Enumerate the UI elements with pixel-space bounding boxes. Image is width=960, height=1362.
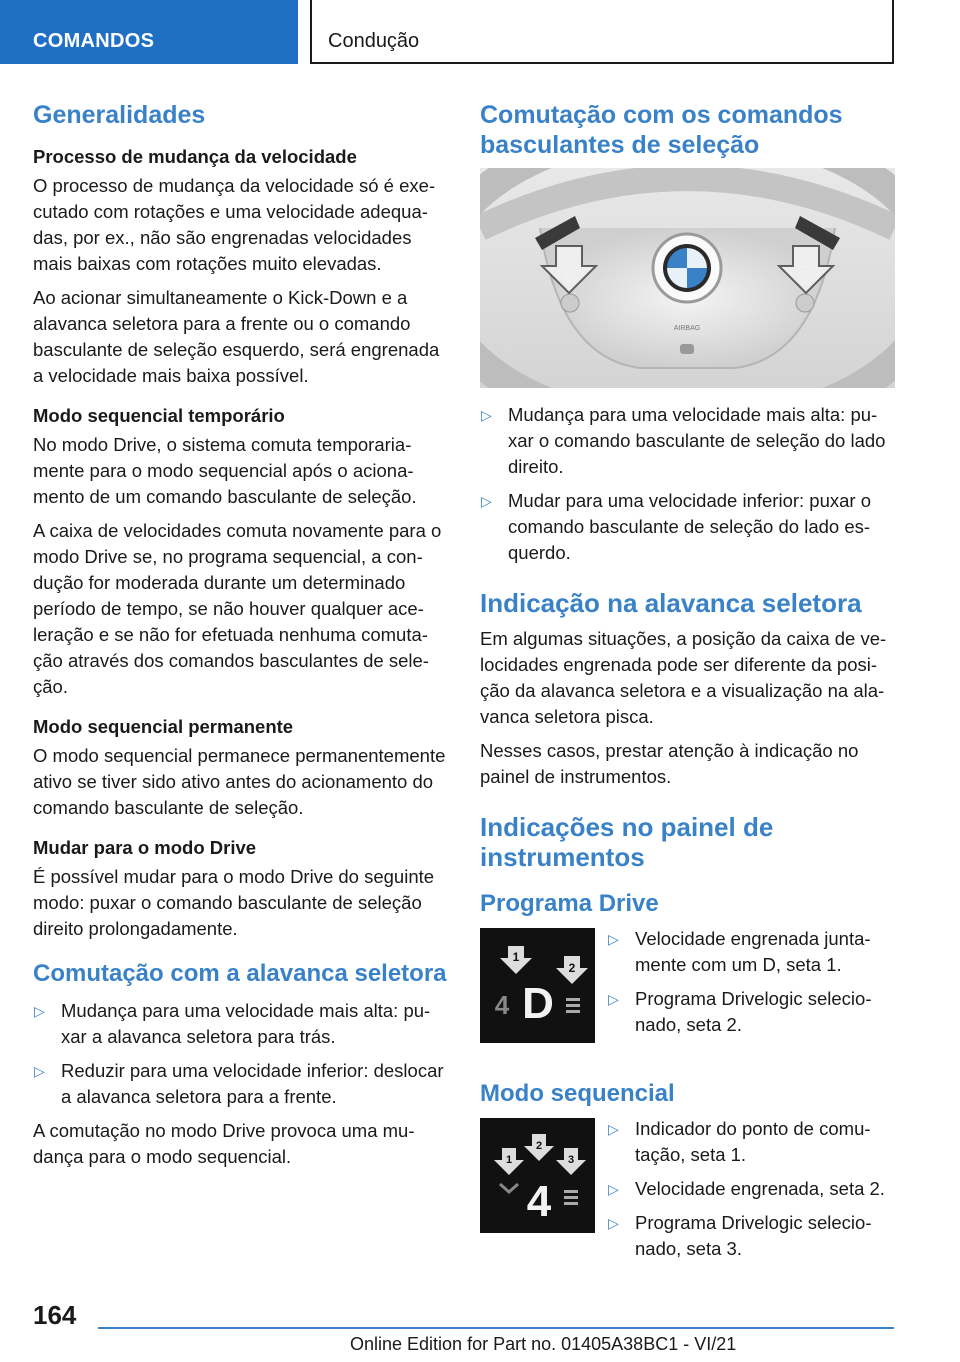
paragraph: A comutação no modo Drive provoca uma mudança para o modo sequencial.	[33, 1120, 415, 1167]
triangle-bullet-icon: ▷	[34, 1063, 45, 1079]
svg-text:2: 2	[535, 1140, 543, 1152]
triangle-bullet-icon: ▷	[608, 1181, 619, 1197]
subsection-title: Modo sequencial temporário	[33, 405, 285, 426]
svg-text:1: 1	[505, 1154, 513, 1166]
sequential-mode-item	[480, 1118, 895, 1278]
airbag-label: AIRBAG	[673, 325, 701, 332]
bullet-list	[480, 402, 895, 566]
list-item: ▷ Programa Drivelogic selecionado, seta 2.	[608, 988, 872, 1035]
paragraph: Nesses casos, prestar atenção à indicação no painel de instrumentos.	[480, 740, 859, 787]
triangle-bullet-icon: ▷	[608, 991, 619, 1007]
triangle-bullet-icon: ▷	[481, 493, 492, 509]
list-item: ▷ Velocidade engrenada, seta 2.	[607, 1176, 895, 1202]
subsection-title-modo-sequencial: Modo sequencial	[480, 1080, 675, 1107]
paragraph: A caixa de velocidades comuta novamente para o modo Drive se, no programa sequencial, a condução for moderada durante um determinado período de tempo, se não houver qualquer aceleração e se não for efetuada nenhuma comutação através dos comandos basculantes de seleção.	[33, 520, 442, 697]
drive-display-icon	[480, 928, 595, 1043]
section-title-generalidades: Generalidades	[33, 101, 206, 129]
bullet-list	[33, 998, 448, 1110]
svg-text:4: 4	[494, 990, 510, 1020]
page-number: 164	[33, 1300, 77, 1330]
header-section-label: COMANDOS	[33, 30, 155, 52]
svg-text:4: 4	[526, 1177, 552, 1226]
footer-edition: Online Edition for Part no. 01405A38BC1 - VI/21	[350, 1334, 737, 1354]
section-title-alavanca: Comutação com a alavanca seletora	[33, 960, 447, 987]
section-title-indicacao-alavanca: Indicação na alavanca seletora	[480, 588, 862, 618]
paragraph: O processo de mudança da velocidade só é executado com rotações e uma velocidade adequadas, por ex., não são engrenadas velocidades mais baixas com rotações muito elevadas.	[33, 175, 436, 274]
svg-text:2: 2	[568, 961, 576, 975]
list-item: ▷ Mudança para uma velocidade mais alta: puxar a alavanca seletora para trás.	[34, 1000, 431, 1047]
list-item: ▷ Indicador do ponto de comutação, seta 1.	[608, 1118, 871, 1165]
triangle-bullet-icon: ▷	[608, 1215, 619, 1231]
header-chapter-label: Condução	[328, 30, 420, 52]
subsection-title: Mudar para o modo Drive	[33, 837, 257, 858]
list-item: ▷ Mudar para uma velocidade inferior: puxar o comando basculante de seleção do lado esquerdo.	[481, 490, 871, 563]
paragraph: Ao acionar simultaneamente o Kick-Down e a alavanca seletora para a frente ou o comando basculante de seleção esquerdo, será engrenada a velocidade mais baixa possível.	[33, 287, 440, 386]
sequential-display-icon	[480, 1118, 595, 1233]
triangle-bullet-icon: ▷	[608, 931, 619, 947]
list-item: ▷ Reduzir para uma velocidade inferior: deslocar a alavanca seletora para a frente.	[34, 1060, 444, 1107]
subsection-title: Processo de mudança da velocidade	[33, 146, 357, 167]
paragraph: Em algumas situações, a posição da caixa de velocidades engrenada pode ser diferente da posição da alavanca seletora e a visualização na alavanca seletora pisca.	[480, 628, 887, 727]
header-chapter-tab	[310, 0, 894, 64]
footer-divider	[98, 1327, 894, 1329]
list-item: ▷ Programa Drivelogic selecionado, seta 3.	[608, 1212, 872, 1259]
paragraph: No modo Drive, o sistema comuta temporariamente para o modo sequencial após o acionamento de um comando basculante de seleção.	[33, 434, 417, 507]
list-item: ▷ Velocidade engrenada juntamente com um D, seta 1.	[608, 928, 871, 975]
right-column	[480, 100, 895, 1284]
section-title-comandos-basculantes: Comutação com os comandos basculantes de seleção	[480, 101, 843, 159]
drive-program-item	[480, 928, 895, 1054]
subsection-title-programa-drive: Programa Drive	[480, 890, 659, 917]
paragraph: O modo sequencial permanece permanentemente ativo se tiver sido ativo antes do acionamento do comando basculante de seleção.	[33, 745, 446, 818]
triangle-bullet-icon: ▷	[608, 1121, 619, 1137]
svg-text:D: D	[522, 979, 554, 1028]
svg-text:3: 3	[567, 1154, 575, 1166]
subsection-title: Modo sequencial permanente	[33, 716, 294, 737]
triangle-bullet-icon: ▷	[34, 1003, 45, 1019]
list-item: ▷ Mudança para uma velocidade mais alta: puxar o comando basculante de seleção do lado direito.	[481, 404, 886, 477]
header-section-tab	[0, 0, 298, 64]
triangle-bullet-icon: ▷	[481, 407, 492, 423]
left-column	[33, 100, 448, 1178]
paragraph: É possível mudar para o modo Drive do seguinte modo: puxar o comando basculante de seleção direito prolongadamente.	[33, 866, 435, 939]
svg-text:1: 1	[512, 950, 520, 964]
steering-wheel-illustration	[480, 168, 895, 388]
section-title-painel: Indicações no painel de instrumentos	[480, 812, 774, 872]
